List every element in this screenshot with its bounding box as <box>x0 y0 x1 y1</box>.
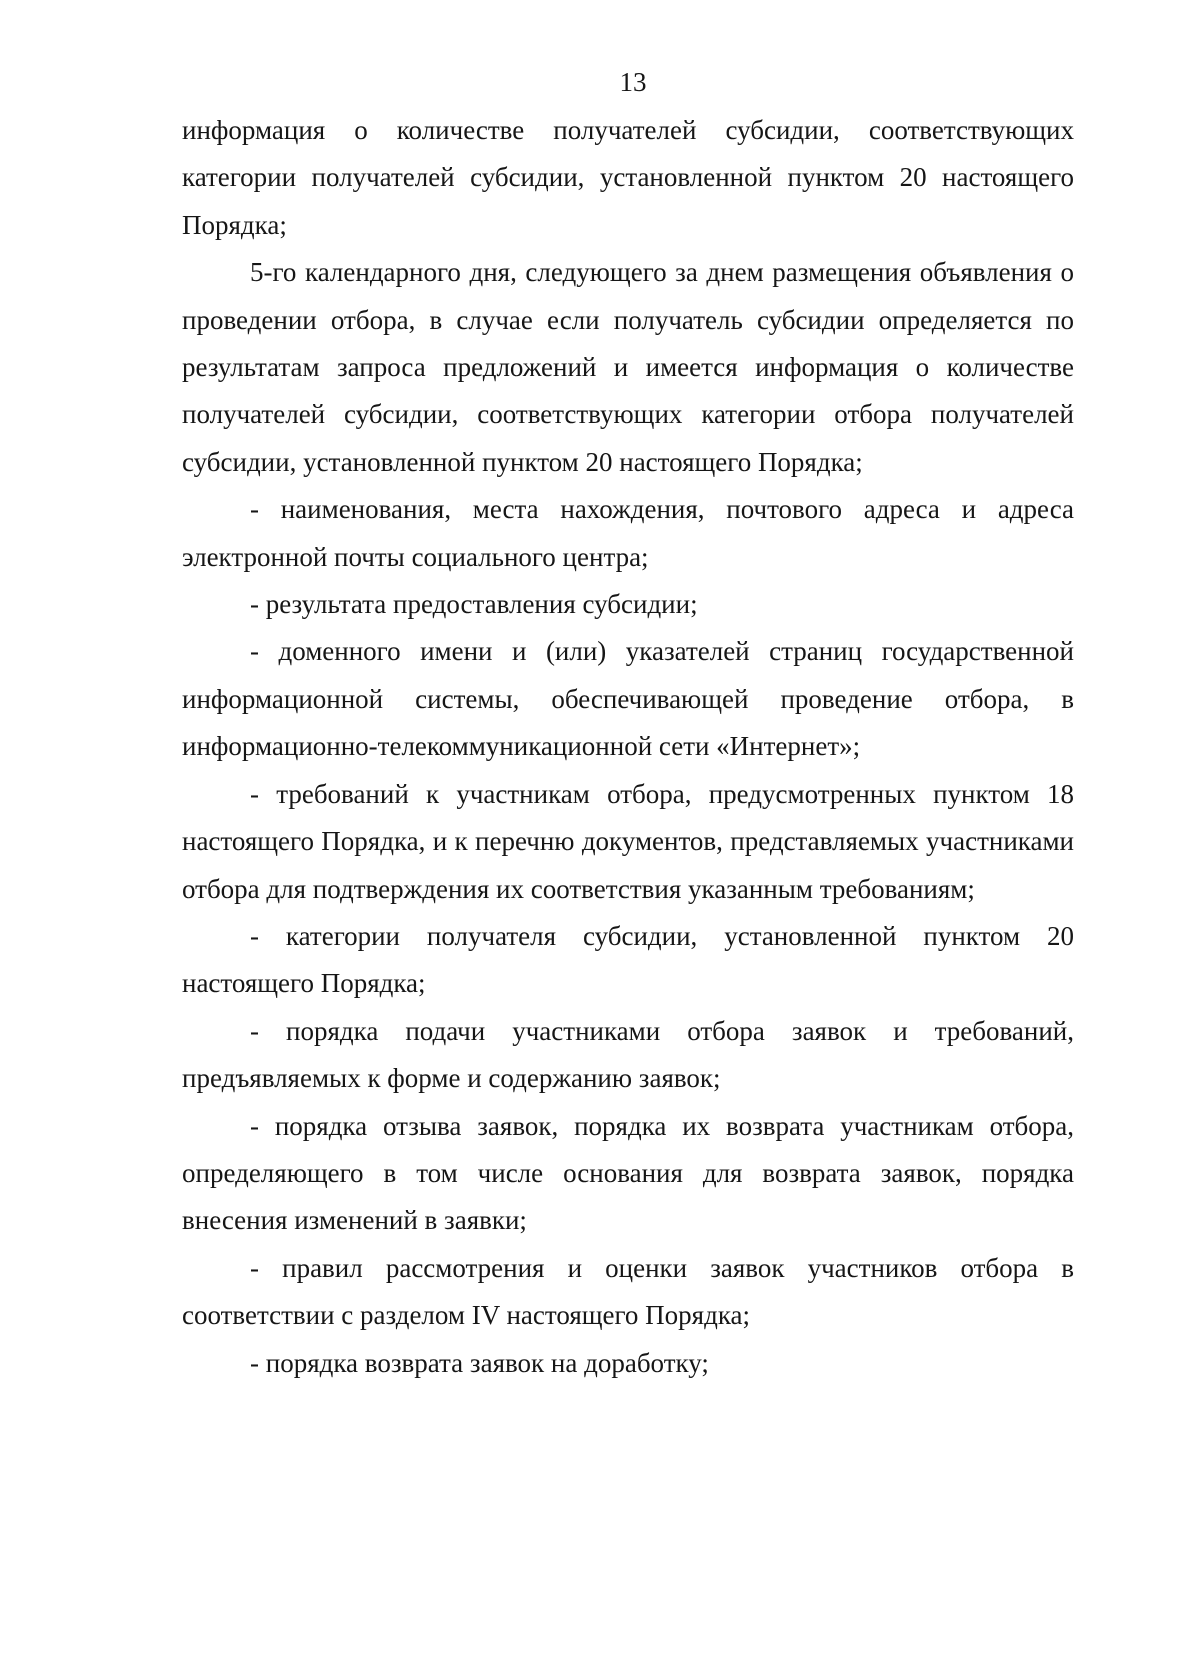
list-item-review-rules: - правил рассмотрения и оценки заявок участников отбора в соответствии с разделом IV настоящего Порядка; <box>182 1252 1074 1331</box>
list-item-participant-requirements: - требований к участникам отбора, предусмотренных пунктом 18 настоящего Порядка, и к перечню документов, представляемых участниками отбора для подтверждения их соответствия указанным требованиям; <box>182 778 1074 904</box>
document-body <box>182 107 1074 1387</box>
list-item-recipient-category: - категории получателя субсидии, установленной пунктом 20 настоящего Порядка; <box>182 920 1074 999</box>
list-item-domain-name: - доменного имени и (или) указателей страниц государственной информационной системы, обеспечивающей проведение отбора, в информационно-телекоммуникационной сети «Интернет»; <box>182 636 1074 762</box>
paragraph-deadline: 5-го календарного дня, следующего за днем размещения объявления о проведении отбора, в случае если получатель субсидии определяется по результатам запроса предложений и имеется информация о количестве получателей субсидии, соответствующих категории отбора получателей субсидии, установленной пунктом 20 настоящего Порядка; <box>182 257 1074 477</box>
list-item-return-for-revision: - порядка возврата заявок на доработку; <box>250 1347 709 1378</box>
paragraph-continuation: информация о количестве получателей субсидии, соответствующих категории получателей субсидии, установленной пунктом 20 настоящего Порядка; <box>182 115 1074 240</box>
list-item-subsidy-result: - результата предоставления субсидии; <box>250 589 698 620</box>
list-item-application-withdrawal: - порядка отзыва заявок, порядка их возврата участникам отбора, определяющего в том числе основания для возврата заявок, порядка внесения изменений в заявки; <box>182 1110 1074 1236</box>
page-number: 13 <box>619 67 647 97</box>
list-item-social-center-address: - наименования, места нахождения, почтового адреса и адреса электронной почты социального центра; <box>182 494 1074 572</box>
list-item-application-submission: - порядка подачи участниками отбора заявок и требований, предъявляемых к форме и содержанию заявок; <box>182 1015 1074 1094</box>
